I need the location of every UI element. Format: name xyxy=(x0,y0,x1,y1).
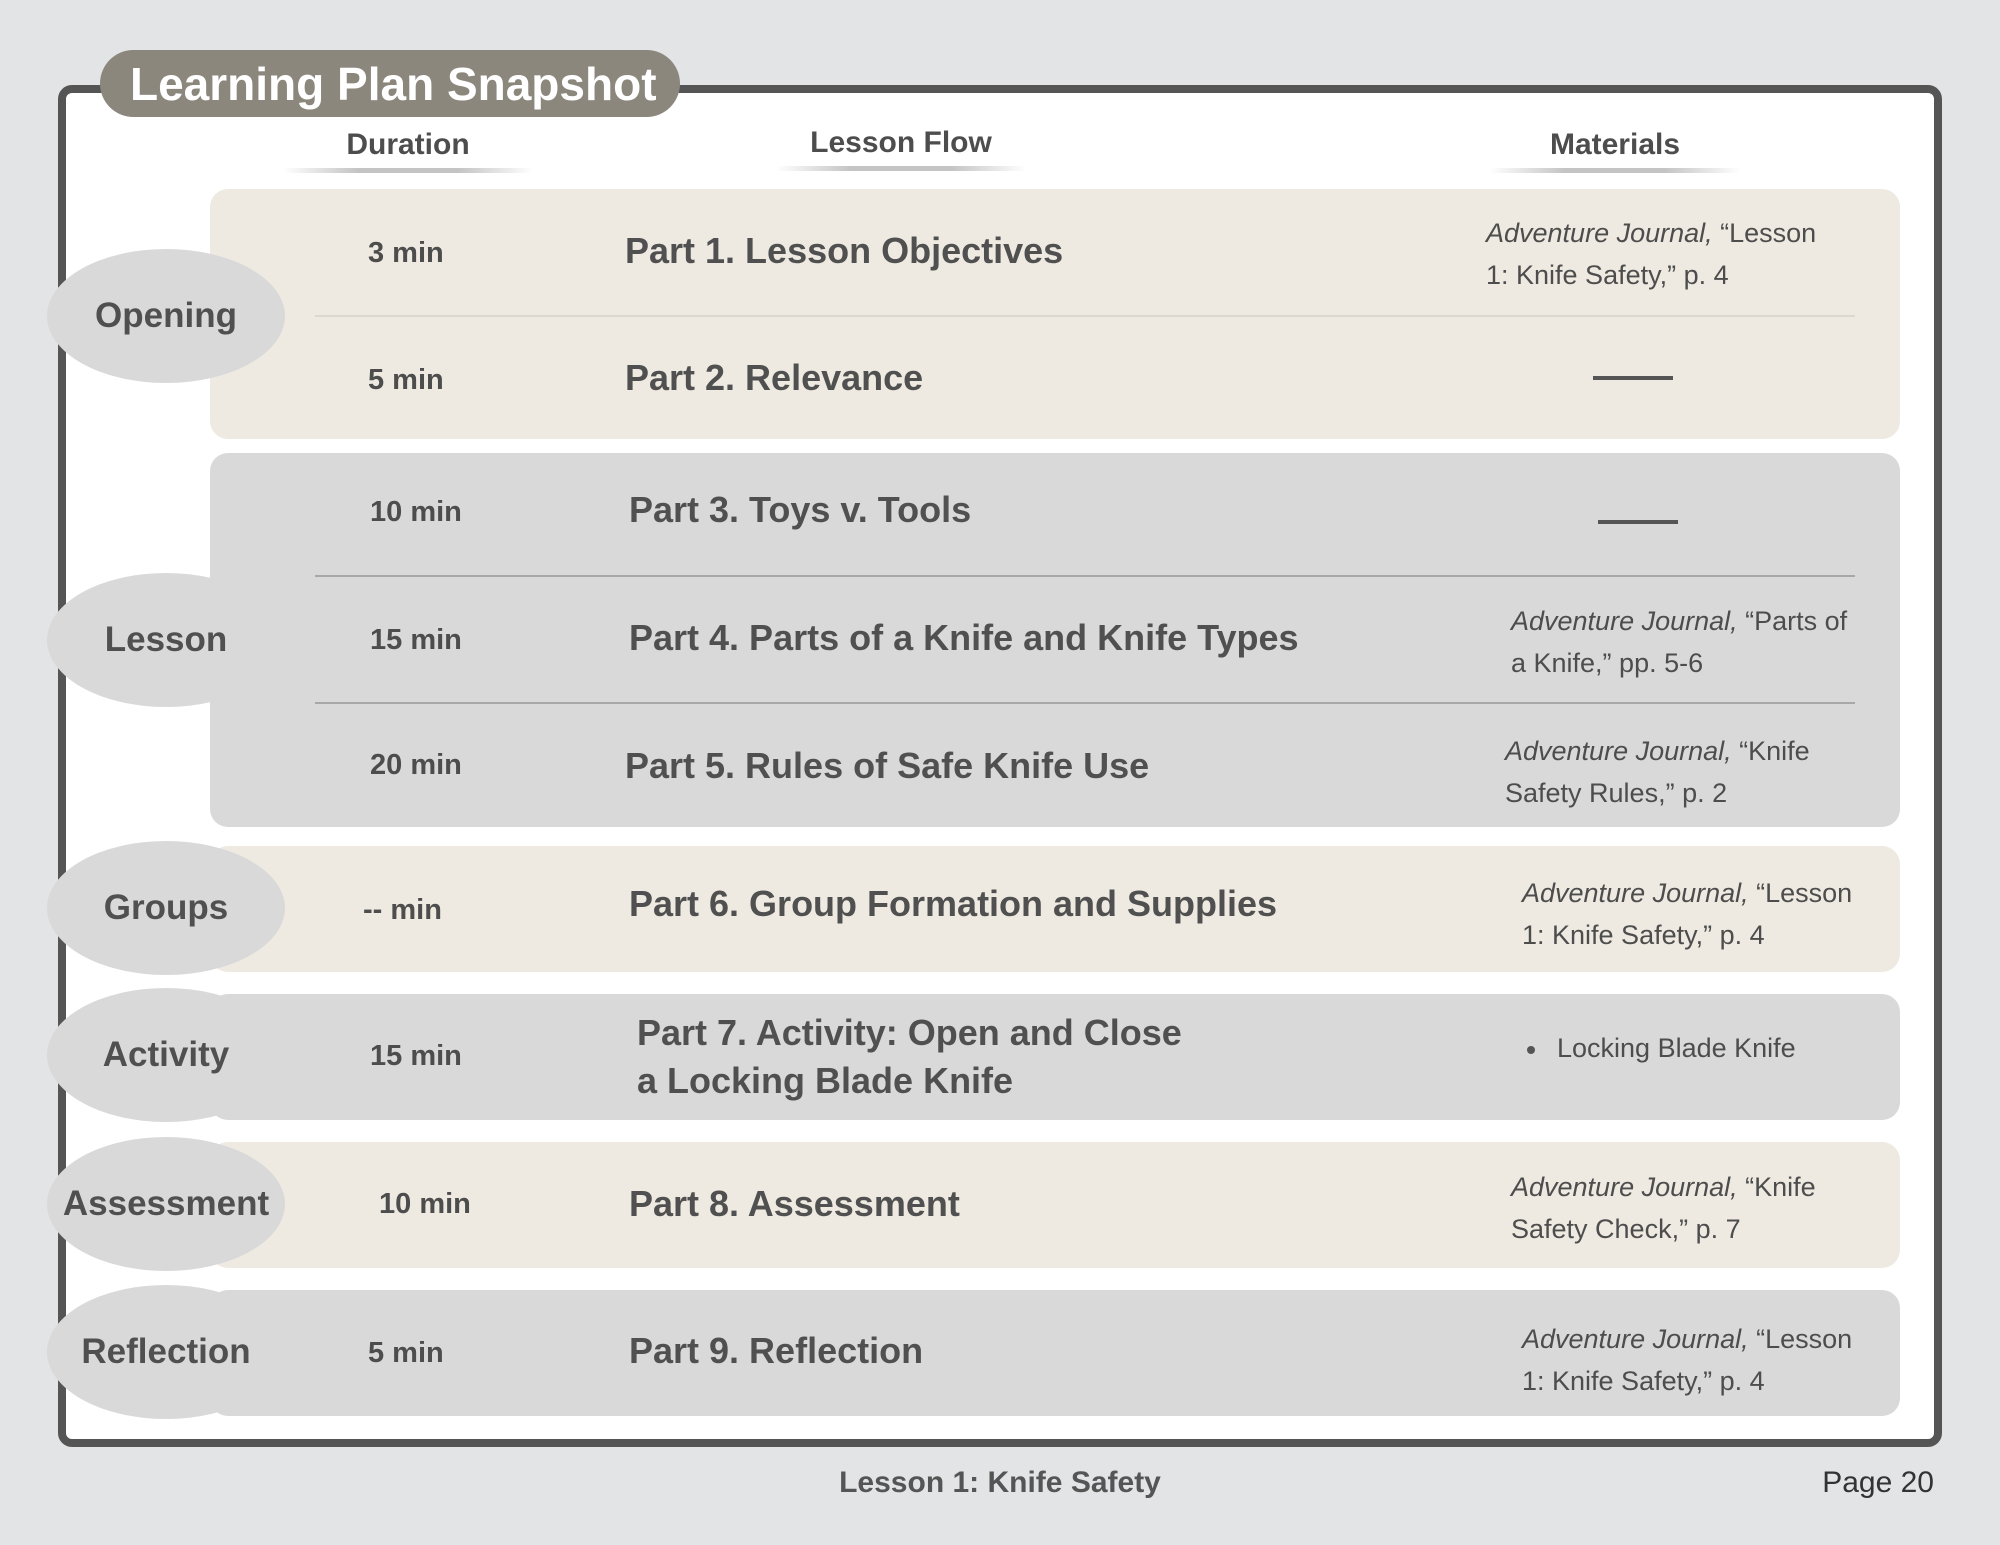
header-flow xyxy=(776,126,1026,171)
part-7-title-line-1: Part 7. Activity: Open and Close xyxy=(637,1012,1182,1053)
header-duration xyxy=(283,128,533,173)
materials-reference: “Parts of a Knife,” pp. 5-6 xyxy=(1511,606,1848,678)
header-materials xyxy=(1490,128,1740,173)
section-groups: Groups xyxy=(47,841,285,975)
duration-part-1: 3 min xyxy=(368,237,444,269)
no-materials-dash xyxy=(1593,376,1673,380)
duration-part-2: 5 min xyxy=(368,364,444,396)
part-1-title: Part 1. Lesson Objectives xyxy=(625,230,1064,271)
materials-reference: “Lesson 1: Knife Safety,” p. 4 xyxy=(1522,1324,1853,1396)
materials-journal-name: Adventure Journal, xyxy=(1522,878,1749,908)
header-flow-underline xyxy=(776,166,1026,171)
header-duration-underline xyxy=(283,168,533,173)
materials-part-8 xyxy=(1511,1166,1851,1250)
header-flow-label: Lesson Flow xyxy=(810,126,992,159)
header-duration-label: Duration xyxy=(346,128,470,161)
materials-reference: “Knife Safety Rules,” p. 2 xyxy=(1505,736,1810,808)
page-title: Learning Plan Snapshot xyxy=(100,50,680,117)
section-reflection: Reflection xyxy=(47,1285,285,1419)
materials-bullet-item: Locking Blade Knife xyxy=(1557,1033,1796,1063)
row-divider xyxy=(315,315,1855,317)
duration-part-9: 5 min xyxy=(368,1337,444,1369)
materials-part-4 xyxy=(1511,600,1851,684)
row-divider xyxy=(315,575,1855,577)
duration-part-5: 20 min xyxy=(370,749,462,781)
part-9-title: Part 9. Reflection xyxy=(629,1330,924,1371)
no-materials-dash xyxy=(1598,520,1678,524)
section-lesson: Lesson xyxy=(47,573,285,707)
section-assessment: Assessment xyxy=(47,1137,285,1271)
materials-part-1 xyxy=(1486,212,1846,296)
materials-part-6 xyxy=(1522,872,1882,956)
duration-part-8: 10 min xyxy=(379,1188,471,1220)
part-7-title-line-2: a Locking Blade Knife xyxy=(637,1060,1014,1101)
materials-journal-name: Adventure Journal, xyxy=(1522,1324,1749,1354)
materials-part-5 xyxy=(1505,730,1845,814)
materials-journal-name: Adventure Journal, xyxy=(1511,1172,1738,1202)
part-7-title xyxy=(637,1009,1182,1105)
materials-journal-name: Adventure Journal, xyxy=(1511,606,1738,636)
footer-lesson-title: Lesson 1: Knife Safety xyxy=(839,1466,1161,1499)
duration-part-6: -- min xyxy=(363,894,442,926)
part-5-title: Part 5. Rules of Safe Knife Use xyxy=(625,745,1150,786)
materials-reference: “Lesson 1: Knife Safety,” p. 4 xyxy=(1486,218,1817,290)
duration-part-3: 10 min xyxy=(370,496,462,528)
materials-journal-name: Adventure Journal, xyxy=(1486,218,1713,248)
row-divider xyxy=(315,702,1855,704)
duration-part-4: 15 min xyxy=(370,624,462,656)
part-8-title: Part 8. Assessment xyxy=(629,1183,960,1224)
materials-part-9 xyxy=(1522,1318,1882,1402)
materials-reference: “Lesson 1: Knife Safety,” p. 4 xyxy=(1522,878,1853,950)
materials-reference: “Knife Safety Check,” p. 7 xyxy=(1511,1172,1816,1244)
part-4-title: Part 4. Parts of a Knife and Knife Types xyxy=(629,617,1299,658)
header-materials-label: Materials xyxy=(1549,128,1681,161)
materials-part-7 xyxy=(1527,1033,1796,1064)
duration-part-7: 15 min xyxy=(370,1040,462,1072)
section-activity: Activity xyxy=(47,988,285,1122)
page-number: Page 20 xyxy=(1822,1466,1934,1499)
materials-journal-name: Adventure Journal, xyxy=(1505,736,1732,766)
header-materials-underline xyxy=(1490,168,1740,173)
section-opening: Opening xyxy=(47,249,285,383)
part-6-title: Part 6. Group Formation and Supplies xyxy=(629,883,1278,924)
part-2-title: Part 2. Relevance xyxy=(625,357,924,398)
bullet-icon xyxy=(1527,1046,1535,1054)
part-3-title: Part 3. Toys v. Tools xyxy=(629,489,972,530)
